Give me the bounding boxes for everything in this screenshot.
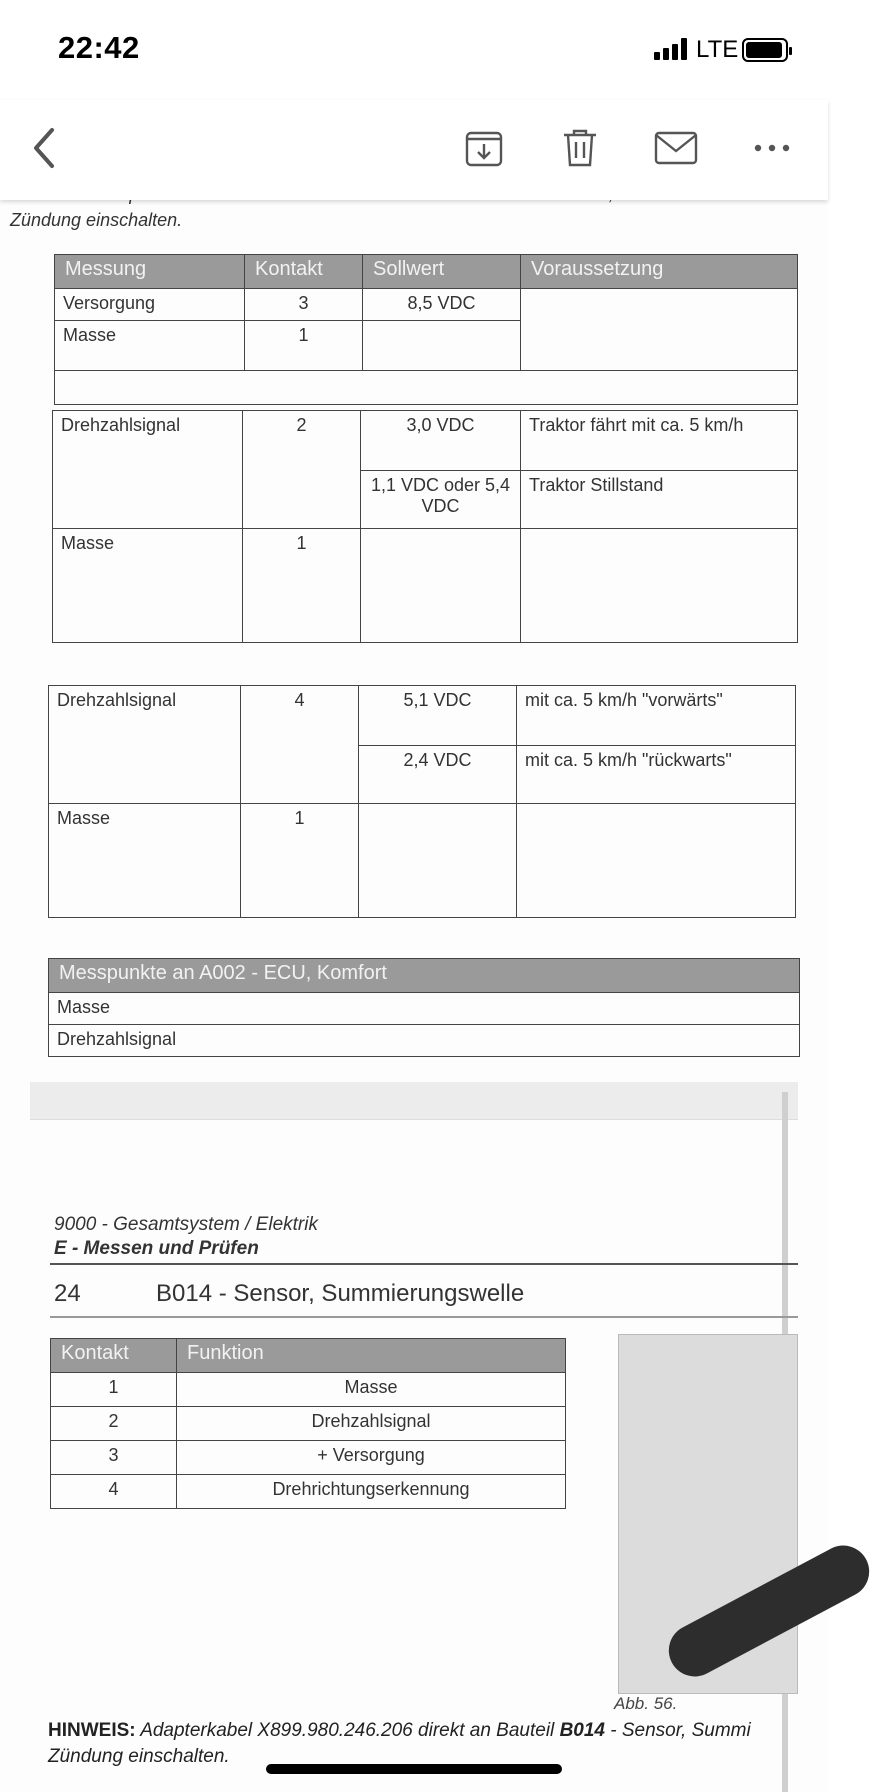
divider (50, 1316, 798, 1318)
cell-sollwert (359, 804, 517, 918)
cell-voraussetzung: mit ca. 5 km/h "vorwärts" (517, 686, 796, 746)
measurement-table-2 (52, 410, 798, 643)
status-bar (0, 0, 828, 100)
archive-icon (464, 128, 504, 168)
cell-kontakt: 3 (51, 1441, 177, 1475)
blank-row (55, 371, 798, 405)
header-funktion: Funktion (177, 1339, 566, 1373)
more-button[interactable] (742, 118, 802, 178)
sensor-photo (618, 1334, 798, 1694)
header-sollwert: Sollwert (363, 255, 521, 289)
trash-icon (562, 128, 598, 168)
status-time: 22:42 (58, 30, 140, 65)
cell-kontakt: 1 (51, 1373, 177, 1407)
battery-icon (742, 38, 788, 62)
mail-icon (654, 131, 698, 165)
sensor-cable-image (660, 1536, 878, 1685)
cell-voraussetzung: mit ca. 5 km/h "rückwarts" (517, 746, 796, 804)
cell-funktion: + Versorgung (177, 1441, 566, 1475)
cell-kontakt: 4 (241, 686, 359, 804)
top-note-line2: Zündung einschalten. (10, 210, 183, 230)
cell-kontakt: 3 (245, 289, 363, 321)
bottom-note-line2: Zündung einschalten. (48, 1746, 230, 1767)
archive-button[interactable] (454, 118, 514, 178)
chevron-left-icon (28, 126, 60, 170)
page-separator (30, 1082, 798, 1120)
measurement-points-table (48, 958, 800, 1057)
cell-kontakt: 1 (243, 529, 361, 643)
measurement-table-3 (48, 685, 796, 918)
cell-voraussetzung (521, 529, 798, 643)
cell-messung: Drehzahlsignal (49, 686, 241, 804)
figure-caption: Abb. 56. (614, 1694, 678, 1713)
bottom-note: HINWEIS: Adapterkabel X899.980.246.206 direkt an Bauteil B014 - Sensor, Summi (48, 1720, 751, 1741)
cell-messpunkt: Masse (49, 993, 800, 1025)
cell-sollwert: 2,4 VDC (359, 746, 517, 804)
mail-button[interactable] (646, 118, 706, 178)
section-breadcrumb: 9000 - Gesamtsystem / Elektrik (54, 1214, 318, 1235)
cell-voraussetzung: Traktor fährt mit ca. 5 km/h (521, 411, 798, 471)
cell-sollwert: 5,1 VDC (359, 686, 517, 746)
header-kontakt: Kontakt (245, 255, 363, 289)
cell-funktion: Drehrichtungserkennung (177, 1475, 566, 1509)
cell-sollwert (363, 321, 521, 371)
more-icon (752, 143, 792, 153)
delete-button[interactable] (550, 118, 610, 178)
toolbar (0, 100, 828, 200)
cell-messung: Versorgung (55, 289, 245, 321)
cell-messung: Masse (55, 321, 245, 371)
header-messpunkte: Messpunkte an A002 - ECU, Komfort (49, 959, 800, 993)
header-kontakt: Kontakt (51, 1339, 177, 1373)
cell-funktion: Masse (177, 1373, 566, 1407)
header-voraussetzung: Voraussetzung (521, 255, 798, 289)
cell-voraussetzung (521, 289, 798, 371)
home-indicator[interactable] (266, 1764, 562, 1774)
cell-sollwert: 8,5 VDC (363, 289, 521, 321)
cell-kontakt: 2 (51, 1407, 177, 1441)
cell-voraussetzung: Traktor Stillstand (521, 471, 798, 529)
cell-messung: Masse (49, 804, 241, 918)
cell-sollwert: 1,1 VDC oder 5,4 VDC (361, 471, 521, 529)
cell-voraussetzung (517, 804, 796, 918)
cell-messung: Drehzahlsignal (53, 411, 243, 529)
section-title: B014 - Sensor, Summierungswelle (156, 1280, 525, 1307)
divider (50, 1263, 798, 1265)
section-subtitle: E - Messen und Prüfen (54, 1238, 259, 1259)
network-type: LTE (696, 36, 739, 63)
back-button[interactable] (14, 118, 74, 178)
cell-sollwert: 3,0 VDC (361, 411, 521, 471)
cell-messpunkt: Drehzahlsignal (49, 1025, 800, 1057)
contact-function-table (50, 1338, 566, 1509)
cell-kontakt: 1 (241, 804, 359, 918)
cell-kontakt: 2 (243, 411, 361, 529)
cell-sollwert (361, 529, 521, 643)
header-messung: Messung (55, 255, 245, 289)
measurement-table-1 (54, 254, 798, 405)
section-number: 24 (54, 1280, 81, 1307)
cell-messung: Masse (53, 529, 243, 643)
cell-kontakt: 1 (245, 321, 363, 371)
cell-funktion: Drehzahlsignal (177, 1407, 566, 1441)
cell-kontakt: 4 (51, 1475, 177, 1509)
signal-icon (654, 38, 688, 60)
